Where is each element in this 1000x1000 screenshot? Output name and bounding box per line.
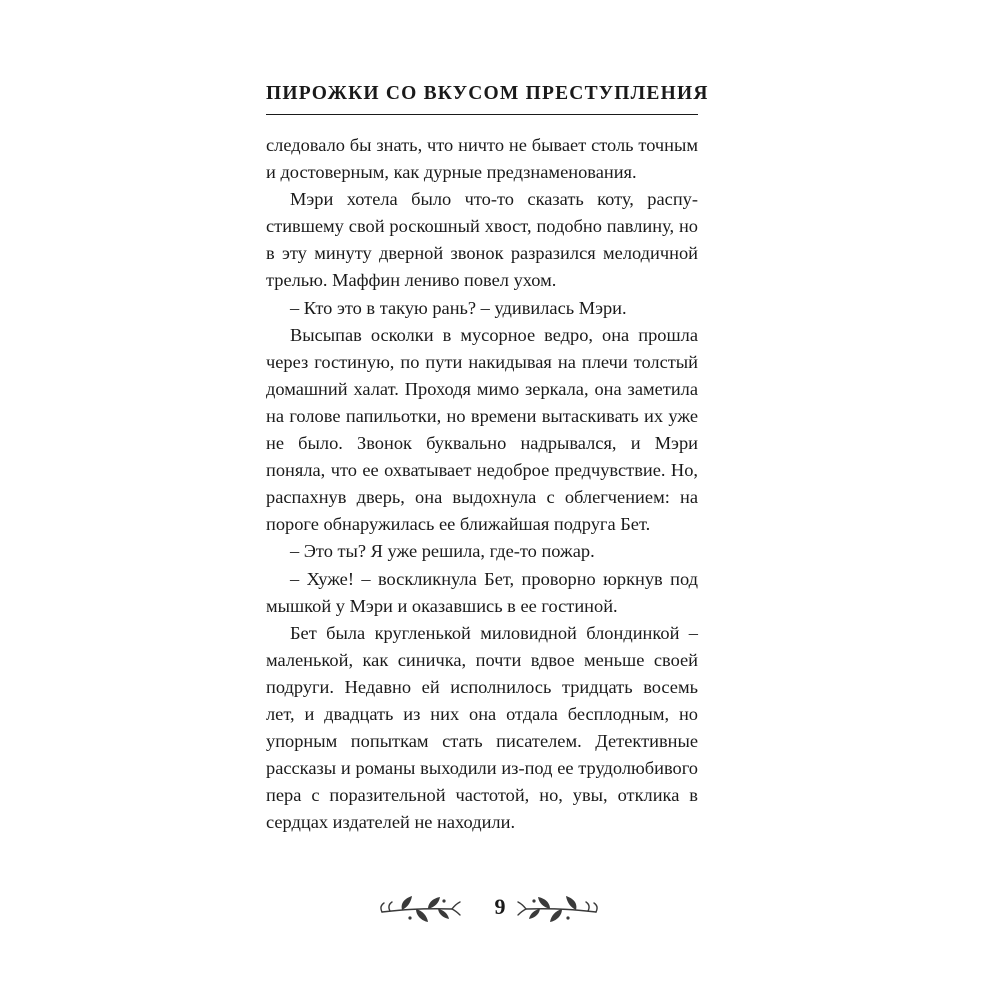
dialogue-line: – Это ты? Я уже решила, где-то пожар.: [290, 541, 595, 562]
laurel-branch-right-icon: [516, 890, 598, 926]
header-rule: [266, 114, 698, 115]
paragraph: Мэри хотела было что-то сказать коту, распустившему свой роскошный хвост, подобно павлину, но в эту минуту дверной звонок разразился мелодичной трелью. Маффин лениво повел ухом.: [266, 189, 698, 291]
dialogue-line: – Хуже! – воскликнула Бет, проворно юркнув под мышкой у Мэри и оказавшись в ее гостиной.: [266, 568, 698, 616]
paragraph: Высыпав осколки в мусорное ведро, она прошла через гостиную, по пути накидывая на плечи толстый домашний халат. Проходя мимо зеркала, она заметила на голове папильотки, но времени вытаскивать их уже не было. Звонок буквально надрывался, и Мэри поняла, что ее охватывает недоброе предчувствие. Но, распахнув дверь, она выдохнула с облегчением: на пороге обнаружилась ее ближайшая подруга Бет.: [266, 324, 698, 535]
running-head-title: ПИРОЖКИ СО ВКУСОМ ПРЕСТУПЛЕНИЯ: [266, 83, 709, 104]
paragraph: Бет была кругленькой миловидной блондинкой – маленькой, как синичка, почти вдвое меньше своей подруги. Недавно ей исполнилось тридцать восемь лет, и двадцать из них она отдала бесплодным, но упорным попыткам стать писателем. Детективные рассказы и романы выходили из-под ее трудолюбивого пера с поразительной частотой, но, увы, отклика в сердцах издателей не находили.: [266, 622, 698, 833]
laurel-branch-left-icon: [380, 890, 462, 926]
paragraph-continuation: следовало бы знать, что ничто не бывает столь точным и достоверным, как дурные предзнаменования.: [266, 135, 698, 183]
body-text: [266, 132, 698, 836]
page-number: 9: [494, 894, 506, 919]
dialogue-line: – Кто это в такую рань? – удивилась Мэри.: [290, 297, 627, 318]
page-footer: [380, 886, 620, 930]
